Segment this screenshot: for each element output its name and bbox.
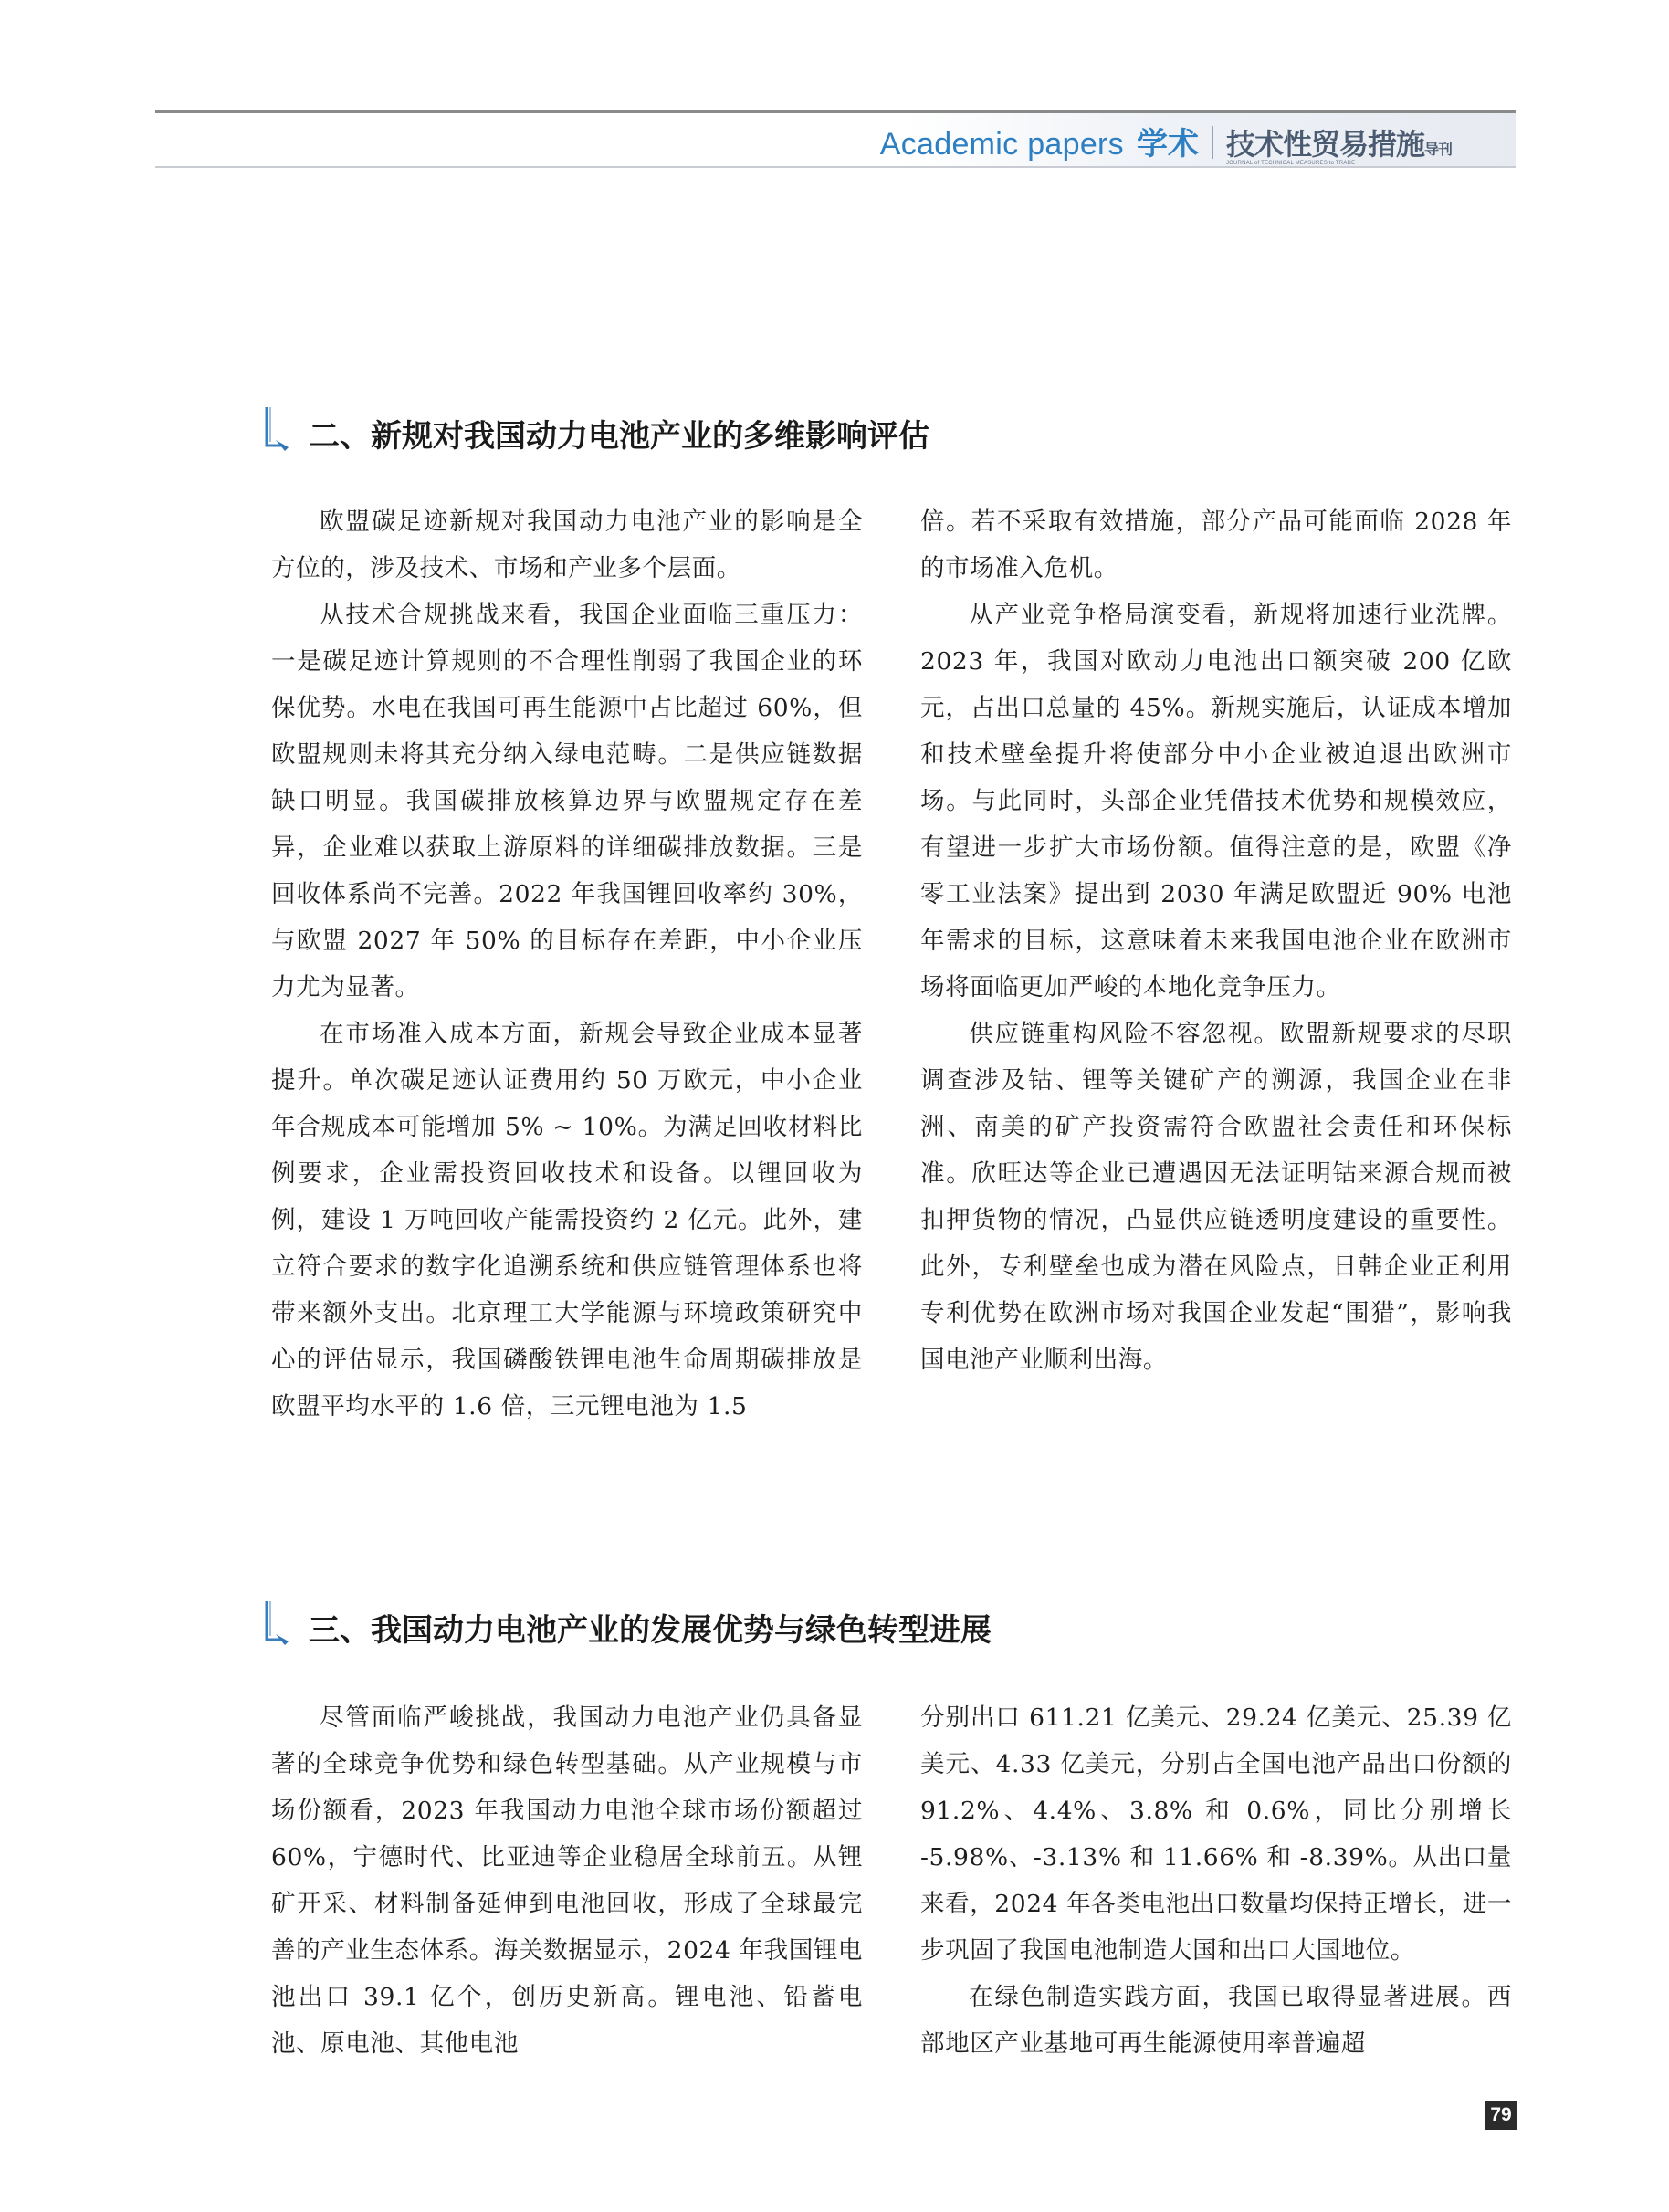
- section3-left-column: [271, 1694, 863, 2067]
- section-heading-3: [265, 1605, 992, 1650]
- section-heading-2: [265, 411, 929, 456]
- paragraph: 从产业竞争格局演变看，新规将加速行业洗牌。2023 年，我国对欧动力电池出口额突破 200 亿欧元，占出口总量的 45%。新规实施后，认证成本增加和技术壁垒提升将使部分中小企业被迫退出欧洲市场。与此同时，头部企业凭借技术优势和规模效应，有望进一步扩大市场份额。值得注意的是，欧盟《净零工业法案》提出到 2030 年满足欧盟近 90% 电池年需求的目标，这意味着未来我国电池企业在欧洲市场将面临更加严峻的本地化竞争压力。: [920, 601, 1512, 1001]
- journal-logo: [1226, 130, 1452, 166]
- paragraph: 在绿色制造实践方面，我国已取得显著进展。西部地区产业基地可再生能源使用率普遍超: [920, 1983, 1512, 2058]
- heading-bracket-icon: [261, 1598, 292, 1654]
- paragraph: 尽管面临严峻挑战，我国动力电池产业仍具备显著的全球竞争优势和绿色转型基础。从产业规模与市场份额看，2023 年我国动力电池全球市场份额超过 60%，宁德时代、比亚迪等企业稳居全球前五。从锂矿开采、材料制备延伸到电池回收，形成了全球最完善的产业生态体系。海关数据显示，2024 年我国锂电池出口 39.1 亿个，创历史新高。锂电池、铅蓄电池、原电池、其他电池: [271, 1704, 863, 2058]
- journal-subtitle: JOURNAL of TECHNICAL MEASURES to TRADE: [1225, 161, 1356, 166]
- paragraph-continued: 倍。若不采取有效措施，部分产品可能面临 2028 年的市场准入危机。: [920, 508, 1512, 582]
- paragraph: 欧盟碳足迹新规对我国动力电池产业的影响是全方位的，涉及技术、市场和产业多个层面。: [271, 508, 863, 582]
- heading-bracket-icon: [261, 404, 292, 460]
- header-text: [880, 119, 1452, 166]
- section-heading-2-text: 二、新规对我国动力电池产业的多维影响评估: [309, 418, 929, 455]
- header-cn-label: 学术: [1136, 127, 1199, 162]
- paragraph-continued: 分别出口 611.21 亿美元、29.24 亿美元、25.39 亿美元、4.33 亿美元，分别占全国电池产品出口份额的 91.2%、4.4%、3.8% 和 0.6%，同比分别增长 -5.98%、-3.13% 和 11.66% 和 -8.39%。从出口量来看，2024 年各类电池出口数量均保持正增长，进一步巩固了我国电池制造大国和出口大国地位。: [920, 1704, 1512, 1965]
- page-header: [155, 113, 1516, 168]
- journal-name: 技术性贸易措施导刊: [1225, 128, 1452, 161]
- page-number: 79: [1485, 2101, 1517, 2130]
- paragraph: 从技术合规挑战来看，我国企业面临三重压力：一是碳足迹计算规则的不合理性削弱了我国企业的环保优势。水电在我国可再生能源中占比超过 60%，但欧盟规则未将其充分纳入绿电范畴。二是供应链数据缺口明显。我国碳排放核算边界与欧盟规定存在差异，企业难以获取上游原料的详细碳排放数据。三是回收体系尚不完善。2022 年我国锂回收率约 30%，与欧盟 2027 年 50% 的目标存在差距，中小企业压力尤为显著。: [271, 601, 863, 1001]
- paragraph: 在市场准入成本方面，新规会导致企业成本显著提升。单次碳足迹认证费用约 50 万欧元，中小企业年合规成本可能增加 5% ~ 10%。为满足回收材料比例要求，企业需投资回收技术和设备。以锂回收为例，建设 1 万吨回收产能需投资约 2 亿元。此外，建立符合要求的数字化追溯系统和供应链管理体系也将带来额外支出。北京理工大学能源与环境政策研究中心的评估显示，我国磷酸铁锂电池生命周期碳排放是欧盟平均水平的 1.6 倍，三元锂电池为 1.5: [271, 1020, 863, 1421]
- section3-right-column: [920, 1694, 1512, 2067]
- section2-left-column: [271, 498, 863, 1430]
- section-heading-3-text: 三、我国动力电池产业的发展优势与绿色转型进展: [309, 1612, 992, 1649]
- header-en-title: Academic papers: [879, 127, 1124, 162]
- header-divider: [1212, 126, 1213, 159]
- paragraph: 供应链重构风险不容忽视。欧盟新规要求的尽职调查涉及钴、锂等关键矿产的溯源，我国企业在非洲、南美的矿产投资需符合欧盟社会责任和环保标准。欣旺达等企业已遭遇因无法证明钴来源合规而被扣押货物的情况，凸显供应链透明度建设的重要性。此外，专利壁垒也成为潜在风险点，日韩企业正利用专利优势在欧洲市场对我国企业发起“围猎”，影响我国电池产业顺利出海。: [920, 1020, 1512, 1374]
- section2-right-column: [920, 498, 1512, 1383]
